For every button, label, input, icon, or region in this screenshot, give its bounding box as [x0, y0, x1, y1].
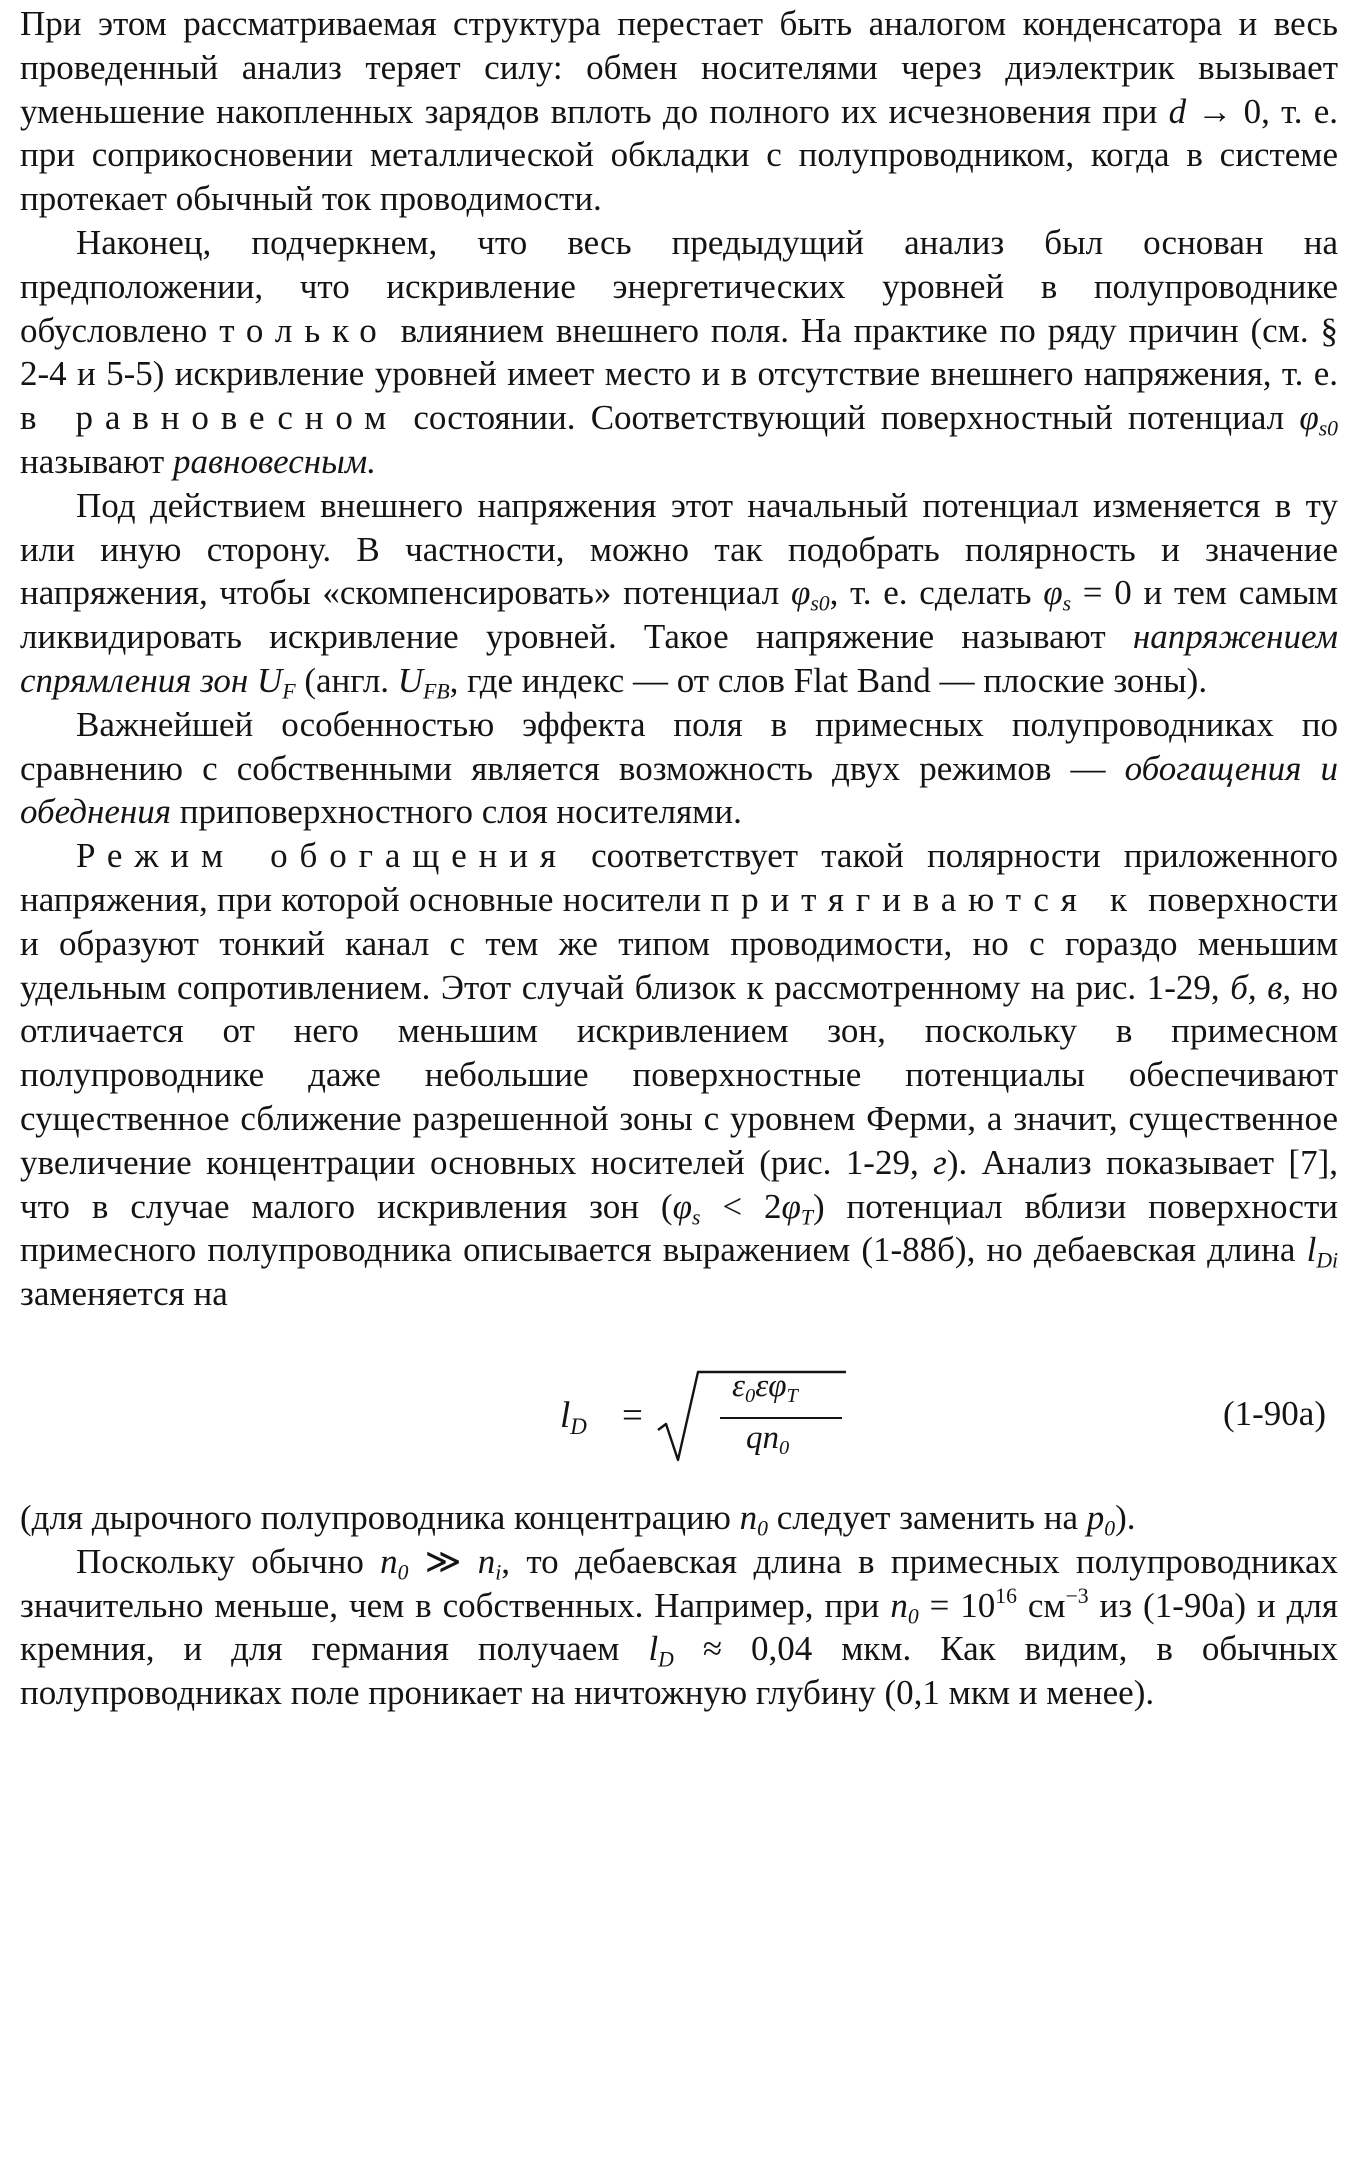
formula-lhs: $l_D$	[560, 1394, 587, 1439]
square-root-sign	[560, 1368, 880, 1468]
paragraph-2: Наконец, подчеркнем, что весь предыдущий анализ был основан на предположении, что искривление энергетических уровней в полупроводнике обусловлено только влиянием внешнего поля. На практике по ряду причин (см. § 2-4 и 5-5) искривление уровней имеет место и в отсутствие внешнего напряжения, т. е. в равновесном состоянии. Соответствующий поверхностный потенциал $\varphi_{s0}$ называют равновесным.	[20, 222, 1339, 481]
paragraph-1: При этом рассматриваемая структура перестает быть аналогом конденсатора и весь проведенный анализ теряет силу: обмен носителями через диэлектрик вызывает уменьшение накопленных зарядов вплоть до полного их исчезновения при d → 0, т. е. при соприкосновении металлической обкладки с полупроводником, когда в системе протекает обычный ток проводимости.	[20, 4, 1339, 219]
equation-1-90a	[20, 1338, 1338, 1488]
phi-s0-symbol: $\varphi_{s0}$	[1299, 398, 1339, 441]
paragraph-3: Под действием внешнего напряжения этот начальный потенциал изменяется в ту или иную сторону. В частности, можно так подобрать полярность и значение напряжения, чтобы «скомпенсировать» потенциал $\varphi_{s0}$, т. е. сделать $\varphi_s = 0$ и тем самым ликвидировать искривление уровней. Такое напряжение называют напряжением спрямления зон $U_F$ (англ. $U_{FB}$, где индекс — от слов Flat Band — плоские зоны).	[20, 485, 1339, 704]
paragraph-6: (для дырочного полупроводника концентрацию $n_0$ следует заменить на $p_0$).	[20, 1497, 1136, 1541]
paragraph-7: Поскольку обычно $n_0$ ≫ $n_i$, то дебаевская длина в примесных полупроводниках значительно меньше, чем в собственных. Например, при $n_0 = 10^{16}$ $см^{-3}$ из (1-90а) и для кремния, и для германия получаем $l_D \approx 0,04$ мкм. Как видим, в обычных полупроводниках поле проникает на ничтожную глубину (0,1 мкм и менее).	[20, 1541, 1338, 1713]
debye-length-formula	[560, 1368, 880, 1468]
formula-numerator: $\varepsilon_0\varepsilon\varphi_T$	[732, 1367, 798, 1408]
paragraph-5: Режим обогащения соответствует такой полярности приложенного напряжения, при которой основные носители притягиваются к поверхности и образуют тонкий канал с тем же типом проводимости, но с гораздо меньшим удельным сопротивлением. Этот случай близок к рассмотренному на рис. 1-29, б, в, но отличается от него меньшим искривлением зон, поскольку в примесном полупроводнике даже небольшие поверхностные потенциалы обеспечивают существенное сближение разрешенной зоны с уровнем Ферми, а значит, существенное увеличение концентрации основных носителей (рис. 1-29, г). Анализ показывает [7], что в случае малого искривления зон $(\varphi_s < 2\varphi_T)$ потенциал вблизи поверхности примесного полупроводника описывается выражением (1-88б), но дебаевская длина $l_{Di}$ заменяется на	[20, 836, 1338, 1314]
equation-number: (1-90а)	[1222, 1393, 1326, 1433]
paragraph-4: Важнейшей особенностью эффекта поля в примесных полупроводниках по сравнению с собственными является возможность двух режимов — обогащения и обеднения приповерхностного слоя носителями.	[20, 704, 1339, 832]
formula-equals: =	[622, 1394, 643, 1436]
formula-denominator: $qn_0$	[746, 1419, 790, 1460]
